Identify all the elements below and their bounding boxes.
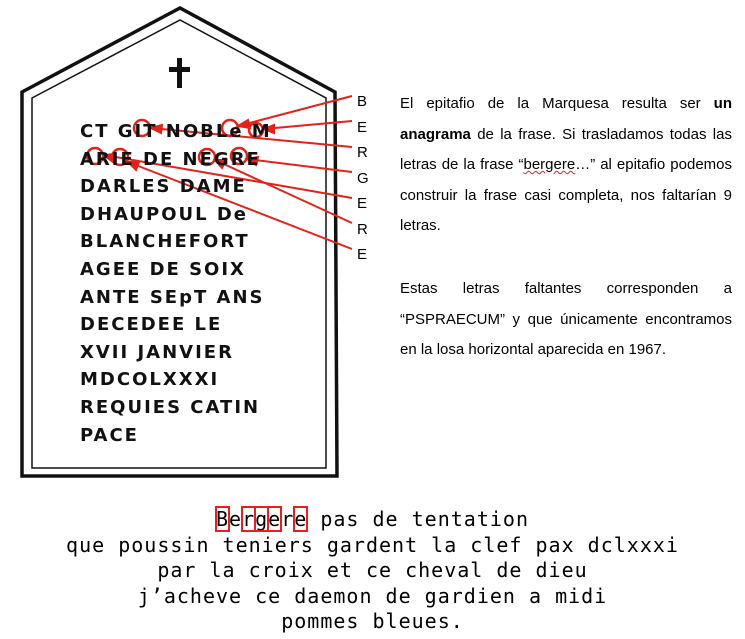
inscription-line: DARLES DAME [80, 176, 247, 198]
decoded-poem [0, 507, 745, 635]
marker-label: E [357, 118, 368, 136]
plain-letter: e [229, 507, 243, 531]
inscription-line: ARIE DE NEGRE [80, 148, 261, 170]
marker-label: B [357, 93, 368, 110]
poem-line-1 [0, 507, 745, 533]
poem-line: par la croix et ce cheval de dieu [157, 558, 588, 582]
inscription-line: XVII JANVIER [80, 341, 234, 363]
inscription-line: ANTE SEpT ANS [80, 286, 265, 308]
epitaph-inscription [80, 118, 340, 449]
poem-line: pommes bleues. [281, 609, 464, 633]
p1-bold-term: un anagrama [400, 95, 732, 143]
marker-label: R [357, 144, 368, 161]
poem-line-1-rest: pas de tentation [307, 507, 530, 531]
inscription-line: AGEE DE SOIX [80, 258, 246, 280]
highlighted-letter: r [242, 507, 256, 531]
highlighted-letter: B [215, 507, 230, 531]
highlighted-letter: g [255, 507, 269, 531]
inscription-line: DHAUPOUL De [80, 203, 248, 225]
p1-text-middle: de la frase. Si trasladamos todas las letras de la frase “ [400, 125, 732, 173]
marker-label: G [357, 169, 369, 187]
poem-line: j’acheve ce daemon de gardien a midi [137, 583, 608, 608]
highlighted-letter: e [294, 507, 308, 531]
inscription-line: CT GIT NOBLe M [80, 121, 272, 142]
p1-quoted-word: bergere [523, 156, 576, 173]
highlighted-letter: e [268, 507, 282, 531]
inscription-line: DECEDEE LE [80, 314, 223, 336]
marker-label: E [357, 195, 368, 212]
p1-text-end: …” al epitafio podemos construir la frase casi completa, nos faltarían 9 letras. [400, 156, 733, 234]
inscription-line: PACE [80, 424, 139, 446]
p1-text-start: El epitafio de la Marquesa resulta ser [400, 95, 714, 112]
description-paragraph-1 [400, 89, 732, 242]
marker-label: E [357, 246, 368, 263]
plain-letter: r [281, 507, 295, 531]
marker-label: R [357, 220, 368, 238]
inscription-line: MDCOLXXXI [80, 369, 220, 391]
inscription-line: REQUIES CATIN [80, 396, 261, 418]
inscription-line: BLANCHEFORT [80, 231, 250, 253]
description-paragraph-2: Estas letras faltantes corresponden a “PSPRAECUM” y que únicamente encontramos en la losa horizontal aparecida en 1967. [400, 280, 732, 358]
letter-markers [357, 89, 377, 268]
poem-line: que poussin teniers gardent la clef pax dclxxxi [66, 532, 679, 557]
